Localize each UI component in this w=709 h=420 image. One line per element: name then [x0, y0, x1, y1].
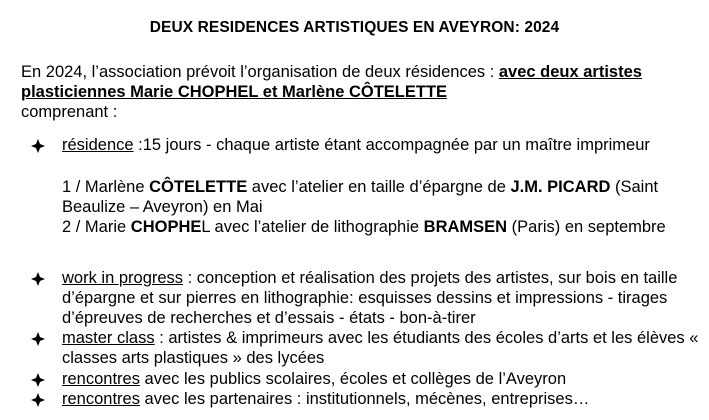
bullet-keyword: résidence: [62, 136, 134, 154]
intro-pre: En 2024, l’association prévoit l’organisation de deux résidences :: [21, 63, 499, 81]
diamond-bullet-icon: [31, 393, 45, 407]
residence-text: avec l’atelier en taille d’épargne de: [247, 178, 511, 196]
bullet-text: :15 jours - chaque artiste étant accompagnée par un maître imprimeur: [133, 136, 650, 154]
bullet-keyword: rencontres: [62, 370, 140, 388]
residence-text: 2 / Marie: [62, 218, 131, 236]
residence-text: 1 / Marlène: [62, 178, 150, 196]
bullet-text: : conception et réalisation des projets des artistes, sur bois en taille d’épargne et sur pierres en lithographie: esquisses dessins et impressions - tirages d’épreuves de recherches et d’essais - états - bon-à-tirer: [62, 269, 678, 327]
workshop-name: BRAMSEN: [423, 218, 508, 236]
residence-text: L avec l’atelier de lithographie: [201, 218, 424, 236]
diamond-bullet-icon: [31, 332, 45, 346]
intro-post: comprenant :: [21, 103, 118, 121]
bullet-keyword: master class: [62, 329, 155, 347]
residence-1: [62, 177, 702, 217]
bullet-keyword: rencontres: [62, 390, 140, 408]
bullet-text: avec les partenaires : institutionnels, mécènes, entreprises…: [139, 390, 590, 408]
residence-text: (Saint Beaulize – Aveyron) en Mai: [62, 178, 659, 216]
bullet-text: avec les publics scolaires, écoles et collèges de l’Aveyron: [139, 370, 567, 388]
residence-2: [62, 217, 702, 237]
diamond-bullet-icon: [31, 272, 45, 286]
artist-name: CÔTELETTE: [149, 178, 248, 196]
diamond-bullet-icon: [31, 373, 45, 387]
intro-artists: avec deux artistes plasticiennes Marie CHOPHEL et Marlène CÔTELETTE: [21, 63, 642, 101]
document-title: DEUX RESIDENCES ARTISTIQUES EN AVEYRON: 2024: [149, 19, 560, 36]
bullet-text: : artistes & imprimeurs avec les étudiants des écoles d’arts et les élèves « classes arts plastiques » des lycées: [62, 329, 699, 367]
workshop-name: J.M. PICARD: [510, 178, 611, 196]
intro-paragraph: [21, 62, 701, 122]
artist-name: CHOPHE: [130, 218, 202, 236]
bullet-keyword: work in progress: [62, 269, 184, 287]
residence-text: (Paris) en septembre: [507, 218, 666, 236]
diamond-bullet-icon: [31, 139, 45, 153]
